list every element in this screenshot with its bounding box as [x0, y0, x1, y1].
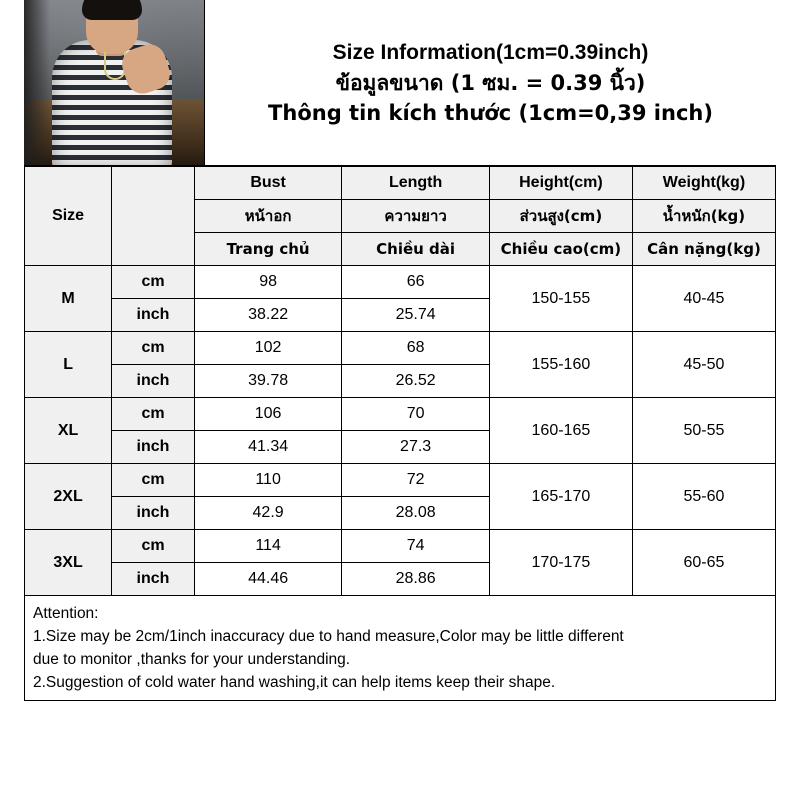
header — [24, 0, 776, 166]
unit-inch: inch — [112, 365, 195, 398]
table-row — [25, 398, 776, 431]
3xl-length-cm: 74 — [342, 530, 490, 563]
3xl-height: 170-175 — [489, 530, 632, 596]
col-length-vi: Chiều dài — [342, 233, 490, 266]
photo-vignette — [24, 0, 50, 165]
table-row — [25, 332, 776, 365]
attention-line-1: 1.Size may be 2cm/1inch inaccuracy due to hand measure,Color may be little different — [33, 628, 624, 645]
size-header-cell: Size — [25, 167, 112, 266]
xl-weight: 50-55 — [632, 398, 775, 464]
col-height-th: ส่วนสูง(cm) — [489, 200, 632, 233]
3xl-bust-cm: 114 — [194, 530, 342, 563]
l-height: 155-160 — [489, 332, 632, 398]
row-size-2xl: 2XL — [25, 464, 112, 530]
xl-height: 160-165 — [489, 398, 632, 464]
col-height-en: Height(cm) — [489, 167, 632, 200]
m-bust-cm: 98 — [194, 266, 342, 299]
table-row — [25, 530, 776, 563]
col-weight-en: Weight(kg) — [632, 167, 775, 200]
2xl-height: 165-170 — [489, 464, 632, 530]
m-length-cm: 66 — [342, 266, 490, 299]
unit-inch: inch — [112, 563, 195, 596]
title-line-vi: Thông tin kích thước (1cm=0,39 inch) — [268, 100, 713, 125]
unit-cm: cm — [112, 530, 195, 563]
l-length-inch: 26.52 — [342, 365, 490, 398]
l-length-cm: 68 — [342, 332, 490, 365]
unit-cm: cm — [112, 464, 195, 497]
size-table — [24, 166, 776, 596]
xl-bust-inch: 41.34 — [194, 431, 342, 464]
col-bust-en: Bust — [194, 167, 342, 200]
2xl-bust-inch: 42.9 — [194, 497, 342, 530]
title-line-en: Size Information(1cm=0.39inch) — [332, 40, 649, 64]
attention-line-3: 2.Suggestion of cold water hand washing,it can help items keep their shape. — [33, 674, 556, 691]
unit-inch: inch — [112, 431, 195, 464]
attention-note — [24, 596, 776, 701]
table-row — [25, 464, 776, 497]
table-header-row-en — [25, 167, 776, 200]
3xl-bust-inch: 44.46 — [194, 563, 342, 596]
title-block — [204, 0, 776, 165]
col-height-vi: Chiều cao(cm) — [489, 233, 632, 266]
xl-length-cm: 70 — [342, 398, 490, 431]
title-line-th: ข้อมูลขนาด (1 ซม. = 0.39 นิ้ว) — [335, 70, 646, 95]
2xl-weight: 55-60 — [632, 464, 775, 530]
m-length-inch: 25.74 — [342, 299, 490, 332]
3xl-length-inch: 28.86 — [342, 563, 490, 596]
unit-inch: inch — [112, 497, 195, 530]
l-bust-cm: 102 — [194, 332, 342, 365]
row-size-m: M — [25, 266, 112, 332]
2xl-length-inch: 28.08 — [342, 497, 490, 530]
xl-bust-cm: 106 — [194, 398, 342, 431]
2xl-bust-cm: 110 — [194, 464, 342, 497]
col-weight-vi: Cân nặng(kg) — [632, 233, 775, 266]
col-length-en: Length — [342, 167, 490, 200]
3xl-weight: 60-65 — [632, 530, 775, 596]
col-weight-th: น้ำหนัก(kg) — [632, 200, 775, 233]
model-hair — [82, 0, 142, 20]
model-photo — [24, 0, 204, 165]
unit-header-cell — [112, 167, 195, 266]
unit-inch: inch — [112, 299, 195, 332]
m-bust-inch: 38.22 — [194, 299, 342, 332]
unit-cm: cm — [112, 266, 195, 299]
row-size-l: L — [25, 332, 112, 398]
l-weight: 45-50 — [632, 332, 775, 398]
col-length-th: ความยาว — [342, 200, 490, 233]
unit-cm: cm — [112, 398, 195, 431]
row-size-xl: XL — [25, 398, 112, 464]
m-weight: 40-45 — [632, 266, 775, 332]
col-bust-th: หน้าอก — [194, 200, 342, 233]
row-size-3xl: 3XL — [25, 530, 112, 596]
footer-spacer — [0, 701, 800, 719]
attention-line-2: due to monitor ,thanks for your understanding. — [33, 651, 351, 668]
l-bust-inch: 39.78 — [194, 365, 342, 398]
m-height: 150-155 — [489, 266, 632, 332]
attention-heading: Attention: — [33, 605, 99, 622]
col-bust-vi: Trang chủ — [194, 233, 342, 266]
table-row — [25, 266, 776, 299]
unit-cm: cm — [112, 332, 195, 365]
xl-length-inch: 27.3 — [342, 431, 490, 464]
2xl-length-cm: 72 — [342, 464, 490, 497]
